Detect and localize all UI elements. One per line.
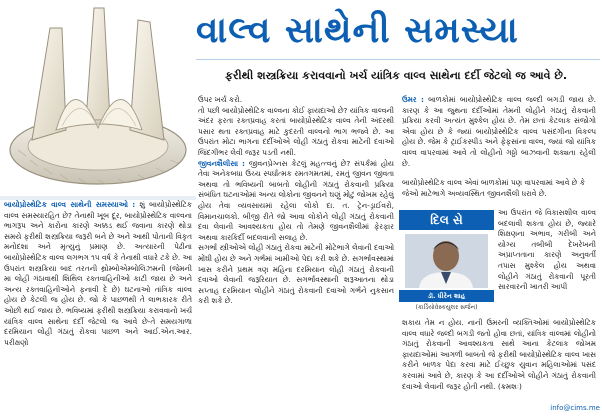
bioprosthetic-valve-image: [0, 0, 196, 200]
author-role: (કાર્ડિયોવેસ્કયુલર સર્જન): [415, 304, 478, 311]
paragraph-text: જીવનપ્રેગ્નસ કેટલું મહત્ત્વનું છે? સંપર્કમાં હોય તેવા અનેકબધા ઉચ્ચ સ્પર્ધાત્મક રમતગમતમાં, રમતું જીવન જીવતા અથવા તો ભવિષ્યની બાબતો લોહીની ગંઠાતું રોકવાની પ્રક્રિયા સંબંધિત ઘટનાઓમાં અન્ય લોકોના જીવનને ઘણું મોટું જોખમ રહેલું હોય તેવા વ્યવસાયમાં રહેલા લોકો દા. ત. ટ્રેન-ડ્રાઈવરો, વિમાનચાલકો. બીજી રીતે જો આવા લોકોને લોહી ગંઠાતું રોકવાની દવા લેવાની આવશ્યકતા હોય તો તેમણે જીવનશૈલીમાં ફેરફાર અથવા કારકિર્દી બદલવાની સલાહ છે.: [198, 158, 394, 242]
paragraph: તો પછી બાયોપ્રોસ્થેટિક વાલ્વના કોઈ ફાયદાઓ છે? યાંત્રિક વાલ્વની અંદર ફરતા રક્તપ્રવાહ કરતાં બાયોપ્રોસ્થેટિક વાલ્વ તેની અંદરથી પસાર થતા રક્તપ્રવાહ માટે કુદરતી વાલ્વનો ભાગ ભજવે છે. આ ઉપરાંત મોટા ભાગના દર્દીઓએ લોહી ગંઠાતું રોકવા માટેની દવાઓ જિંદગીભર લેવી જરૂર પડતી નથી.: [198, 105, 394, 157]
column-2: [198, 95, 394, 395]
paragraph: [402, 95, 596, 169]
article-subtitle: ફરીથી શસ્ત્રક્રિયા કરાવવાનો ખર્ચ યાંત્રિક વાલ્વ સાથેના દર્દી જેટલો જ આવે છે.: [224, 69, 568, 82]
paragraph: આ ઉપરાંત જે વિકાસશીલ વાલ્વ બદલાવી શકતા હોય છે, જ્યારે શિક્ષણના અભાવ, ગરીબી અને યોગ્ય તબીબી દેખરેખની અપ્રાપ્તતાના કારણે અનુવર્તી તપાસ મુશ્કેલ હોય અથવા લોહીને ગંઠાતું રોકવાની પૂરતી સારવારની ખાતરી આપી: [498, 208, 596, 292]
paragraph: બાયોપ્રોસ્થેટિક વાલ્વ એવાં બાળકોમાં પણ વાપરવામાં આવે છે કે જેઓ માટેભાગે અવ્યવસ્થિત જીવનશૈલી ધરાવે છે.: [402, 178, 585, 198]
column-3-mid: [402, 178, 596, 210]
section-heading: બાયોપ્રોસ્થેટિક વાલ્વ સાથેની સમસ્યાઓ :: [4, 200, 136, 209]
paragraph: સગર્ભા સ્ત્રીઓએ લોહી ગંઠાતું રોકવા માટેની મોટેભાગે લેવાની દવાઓ મોંઘી હોય છે અને ગર્ભમાં ખામીઓ પેદા કરી શકે છે. સગર્ભાવસ્થામાં ખાસ કરીને પ્રથમ ત્રણ મહિના દરમિયાન લોહી ગંઠાતું રોકવાની દવાઓ લેવાની જરૂરિયાત છે. સગર્ભાવસ્થાની શરૂઆતના થોડા સપ્તાહ દરમિયાન લોહીને ગંઠાતું રોકવાની દવાઓ ગર્ભને નુકસાન કરી શકે છે.: [198, 243, 394, 306]
section-heading: જીવનશૈલીસા :: [198, 158, 246, 168]
author-name: ડૉ. ધીરેન શાહ: [399, 290, 494, 302]
column-3-bottom: [402, 318, 596, 398]
column-3-wrap: [498, 208, 596, 320]
author-box: [399, 210, 494, 314]
section-heading: ઉંમર :: [402, 95, 424, 104]
column-3-top: [402, 95, 596, 175]
paragraph-text: શું બાયોપ્રોસ્થેટિક વાલ્વ સમસ્યારહિત છે? તેનાથી ખૂબ દૂર, બાયોપ્રોસ્થેટિક વાલ્વના ભાગરૂપ અને કારોના કારણે અક્કડ થઈ જવાના કારણે થોડા સમયે ફરીથી શસ્ત્રક્રિયા જરૂરી બને છે અને આથી પોતાની વિકૃત મનોદશા અને મૃત્યુનું પ્રમાણ છે. અત્યારની પેઢીના બાયોપ્રોસ્થેટિક વાલ્વ લગભગ ૧૫ વર્ષ કે તેનાથી વધારે ટકે છે. આ ઉપરાંત શસ્ત્રક્રિયા બાદ તરતની થ્રોમ્બોએમ્બોલિઝમની (જેમની મા લોહી ગંઠાવાથી શિથિલ રક્તવાહિનીઓ કાટી જાય છે અને અન્ય રક્તવાહિનીઓને ફનાવી દે છે) ઘટનાઓ તાંત્રિક વાલ્વ હોય છે કેટલી જ હોય છે. જો કે પાછળથી તે લાભકારક રીતે ઓછી થઈ જાય છે. ભવિષ્યમાં ફરીથી શસ્ત્રક્રિયા કરાવવાનો ખર્ચ યાંત્રિક વાલ્વ સાથેના દર્દી જેટલો જ આવે છે-તે સમયગાળા દરમિયાન લોહી ગંઠાતું રોકવા પાછળ અને આઈ.એન.આર. પરીક્ષણો: [4, 200, 192, 347]
paragraph: [4, 200, 192, 348]
author-photo: [405, 234, 488, 288]
paragraph: શકાય તેમ ન હોય. નાની ઉંમરની વ્યક્તિઓમાં બાયોપ્રોસ્થેટિક વાલ્વ વધારે જલ્દી બગડી જતો હોવા છતાં, યાંત્રિક વાલ્વમાં લોહીનો ગંઠાતું રોકવાની આવશ્યકતા સાથે આના કેટલાક જોખમ ફાયદાઓમાં આગળી બાબતો જે ફરીથી બાયોપ્રોસ્થેટિક વાલ્વ ખાસ કરીને બાળક પેદા કરવા માટે ઈચ્છુક યુવાન મહિલાઓમાં પસંદ કરવામાં આવે છે, કારણ કે આ દર્દીઓએ લોહીને ગંઠાતું રોકવાની દવાઓ લેવાની જરૂર હોતી નથી. (ક્રમશઃ): [402, 318, 596, 391]
paragraph-text: બાળકોમાં બાયોપ્રોસ્થેટિક વાલ્વ જલ્દી બગડી જાય છે. કારણ કે આ જુથના દર્દીઓમાં તેમની લોહીને ગંઠાતું રોકવાની પ્રક્રિયા કરવી અત્યંત મુશ્કેલ હોય છે. તેમ છતાં કેટલાક સંજોગો એવા હોય છે કે જ્યાં બાયોપ્રોસ્થેટિક વાલ્વ પસંદગીના વિકલ્પ હોય છે. જેમ કે ટ્રાઈકસ્પીડ અને ફેફસાંના વાલ્વ, જ્યાં જો યાંત્રિક વાલ્વ વાપરવામાં આવે તો લોહીનો ગઠ્ઠો બાઝવાની શક્યતા રહેલી છે.: [402, 95, 596, 168]
column-name: દિલ સે: [399, 210, 494, 230]
column-1: [4, 200, 192, 410]
title-divider: [196, 59, 600, 60]
article-title: વાલ્વ સાથેની સમસ્યા: [196, 10, 519, 51]
paragraph: [198, 159, 394, 244]
contact-email[interactable]: info@cims.me: [550, 404, 600, 412]
paragraph: ઉપર ખર્ચ કરો.: [198, 95, 243, 104]
